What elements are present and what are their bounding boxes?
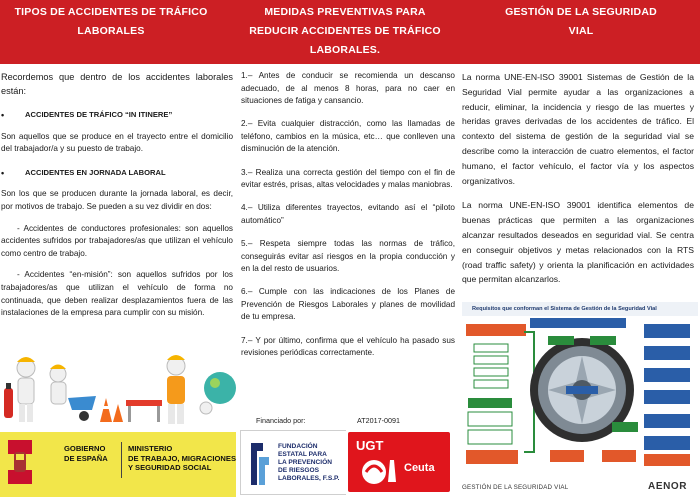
- diagram-footer: GESTIÓN DE LA SEGURIDAD VIAL: [462, 484, 569, 491]
- in-itinere-text: Son aquellos que se produce en el trayecto entre el domicilio del trabajador/a y su puesto de trabajo.: [1, 131, 233, 154]
- preventive-measures-column: [241, 70, 455, 370]
- ugt-logo-box: [348, 432, 450, 492]
- column1-heading: TIPOS DE ACCIDENTES DE TRÁFICO LABORALES: [14, 6, 208, 37]
- workers-illustration: [0, 348, 238, 430]
- bullet-dot-icon: •: [1, 110, 5, 120]
- measure-item: 1.– Antes de conducir se recomienda un descanso adecuado, de al menos 8 horas, para no caer en situaciones de fatiga y cansancio.: [241, 71, 455, 106]
- measure-item: 4.– Utiliza diferentes trayectos, evitando así el “piloto automático”: [241, 203, 455, 225]
- ugt-ceuta-logo: [346, 430, 452, 495]
- measure-item: 5.– Respeta siempre todas las normas de tráfico, conseguirás evitar así riesgos en la propia conducción y en la del resto de usuarios.: [241, 238, 455, 274]
- diagram-title: Requisitos que conforman el Sistema de Gestión de la Seguridad Vial: [462, 302, 698, 316]
- gobierno-text: GOBIERNO DE ESPAÑA: [64, 444, 108, 463]
- project-code: AT2017-0091: [357, 416, 401, 425]
- conductores-text: - Accidentes de conductores profesionales: son aquellos accidentes sufridos por trabajadores/as que utilizan el vehículo como centro de trabajo.: [1, 223, 233, 258]
- en-mision-text: - Accidentes “en-misión”: son aquellos sufridos por los trabajadores/as que utilizan el vehículo de forma no continuada, que deben realizar desplazamientos fuera de las instalaciones de la empresa para cumplir con su misión.: [1, 270, 233, 318]
- aenor-logo: AENOR: [648, 481, 688, 492]
- jornada-text: Son los que se producen durante la jornada laboral, es decir, por motivos de trabajo. Se pueden a su vez dividir en dos:: [1, 189, 233, 211]
- ministry-text: MINISTERIO DE TRABAJO, MIGRACIONES Y SEGURIDAD SOCIAL: [128, 444, 237, 472]
- bullet-in-itinere: • ACCIDENTES DE TRÁFICO “IN ITINERE”: [1, 110, 173, 120]
- iso-39001-paragraph-1: La norma UNE-EN-ISO 39001 Sistemas de Gestión de la Seguridad Vial permite ayudar a las organizaciones a reducir, eliminar, la incidencia y riesgo de las muertes y heridas graves derivadas de los accidentes de tráfico. El contexto del sistema de gestión de la seguridad vial se describe como la interacción de cuatro elementos, el factor humano, el factor vehículo, el factor vía y los aspectos organizativos.: [462, 72, 694, 186]
- intro-text: Recordemos que dentro de los accidentes laborales están:: [1, 72, 233, 96]
- column2-heading: MEDIDAS PREVENTIVAS PARA REDUCIR ACCIDENTES DE TRÁFICO LABORALES.: [249, 6, 441, 56]
- bullet-dot-icon: •: [1, 167, 5, 178]
- iso-39001-paragraph-2: La norma UNE-EN-ISO 39001 identifica elementos de buenas prácticas que permiten a las organizaciones alcanzar resultados deseados en seguridad vial. Se centra en conseguir objetivos y metas relacionados con la RTS (road traffic safety) y orienta la planificación en actividades que permitan alcanzarlos.: [462, 200, 694, 285]
- fundacion-logo: [240, 430, 350, 495]
- ugt-emblem-icon: [356, 456, 400, 486]
- measure-item: 6.– Cumple con las indicaciones de los Planes de Prevención de Riesgos Laborales y planes de movilidad de tu empresa.: [241, 287, 455, 322]
- logo-divider: [121, 442, 122, 478]
- financed-label: Financiado por:: [256, 416, 306, 425]
- accident-types-column: [1, 70, 233, 320]
- measure-item: 2.– Evita cualquier distracción, como las llamadas de teléfono, cambios en la música, etc… que conlleven una disminución de la atención.: [241, 119, 455, 154]
- ugt-text: UGT: [356, 438, 384, 453]
- measure-item: 3.– Realiza una correcta gestión del tiempo con el fin de evitar estrés, prisas, altas velocidades y malas maniobras.: [241, 167, 455, 190]
- fundacion-mark-icon: [245, 439, 275, 489]
- government-logo: [0, 432, 236, 497]
- fundacion-text: FUNDACIÓN ESTATAL PARA LA PREVENCIÓN DE RIESGOS LABORALES, F.S.P.: [278, 443, 340, 482]
- measure-item: 7.– Y por último, confirma que el vehículo ha pasado sus revisiones periódicas correctamente.: [241, 335, 455, 358]
- road-safety-management-column: [462, 70, 694, 297]
- road-safety-system-diagram: [462, 302, 698, 470]
- diagram-graphic: [462, 302, 698, 470]
- header-bar: [0, 0, 700, 64]
- coat-of-arms-icon: [8, 440, 32, 484]
- bullet-jornada-laboral: • ACCIDENTES EN JORNADA LABORAL: [1, 167, 166, 178]
- ceuta-text: Ceuta: [404, 462, 435, 474]
- column3-heading: GESTIÓN DE LA SEGURIDAD VIAL: [505, 6, 657, 37]
